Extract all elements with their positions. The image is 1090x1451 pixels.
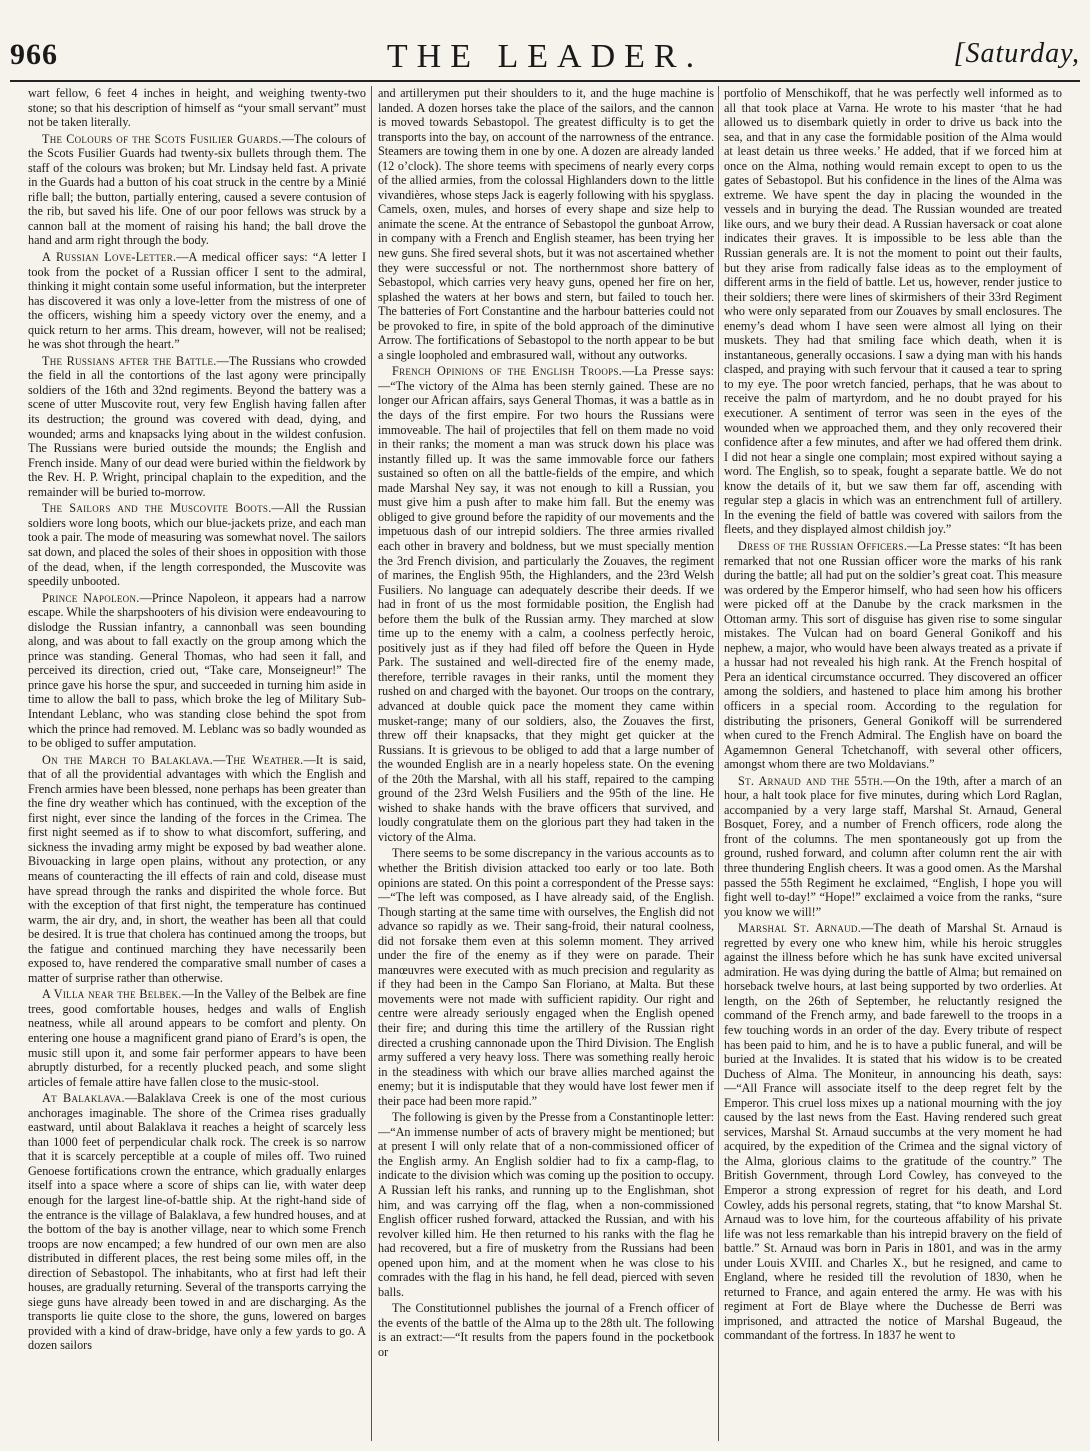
article-text: The Constitutionnel publishes the journal of a French officer of the events of the battle of the Alma up to the 28th ult. The following is an extract:—“It results from the papers found in the pocketbook or bbox=[378, 1301, 714, 1360]
article-text: portfolio of Menschikoff, that he was perfectly well informed as to all that took place at Varna. He wrote to his master ‘that he had allowed us to disembark quietly in order to drive us back into the sea, and that in any case the formidable position of the Alma would at least detain us three weeks.’ He added, that if we forced him at once on the Alma, nothing would remain except to open to us the gates of Sebastopol. But his confidence in the lines of the Alma was extreme. We have spent the day in placing the wounded in the vessels and in burying the dead. The Russian wounded are treated like ours, and we bury their dead. A Russian haversack or coat alone indicates their graves. It is impossible to be less able than the Russian generals are. It is not the moment to point out their faults, but they arise from radically false ideas as to the employment of different arms in the field of battle. Let us, however, render justice to their soldiers; there were lines of skirmishers of their 33rd Regiment who were only separated from our Zouaves by small enclosures. The enemy’s dead whom I have seen were almost all lying on their muskets. They had that smiling face which death, when it is instantaneous, generally occasions. I saw a dying man with his hands clasped, and praying with such fervour that it caused a tear to spring to my eye. The poor wretch fancied, perhaps, that he was about to receive the palm of martyrdom, and he no doubt prayed for his executioner. A sentiment of terror was seen in the eyes of the wounded when we approached them, and they only recovered their confidence after a few minutes, and after we had offered them drink. I did not hear a single one complain; most expired without saying a word. The English, so to speak, fought a separate battle. We do not know the details of it, but we saw them far off, ascending with regular step a glacis in which was an entrenchment full of artillery. In the evening the field of battle was covered with sailors from the fleets, and they displayed almost childish joy.” bbox=[724, 86, 1062, 537]
column-1 bbox=[28, 86, 366, 1441]
article-paragraph bbox=[28, 132, 366, 248]
page-number: 966 bbox=[10, 38, 58, 71]
article-text: The following is given by the Presse from a Constantinople letter:—“An immense number of acts of bravery might be mentioned; but at present I will only relate that of a non-commissioned officer of the English army. An English soldier had to fix a camp-flag, to indicate to the division which was coming up the position to occupy. A Russian left his ranks, and running up to the Englishman, shot him, and was carrying off the flag, when a non-commissioned English officer rushed forward, attacked the Russian, and with his revolver killed him. He then returned to his ranks with the flag he had recovered, but a fire of musketry from the Russians had been opened upon him, and at the moment when he was close to his comrades with the flag in his hand, he fell dead, pierced with seven balls. bbox=[378, 1110, 714, 1299]
article-text: —In the Valley of the Belbek are fine trees, good comfortable houses, hedges and walls of English neatness, while all around appears to be comfort and plenty. On entering one house a magnificent grand piano of Erard’s is open, the music still upon it, and some fair performer appears to have been abruptly disturbed, for a recently plucked peach, and some slight articles of female attire have fallen close to the music-stool. bbox=[28, 987, 366, 1089]
article-heading: A Russian Love-Letter. bbox=[42, 250, 177, 265]
article-paragraph bbox=[28, 354, 366, 499]
article-paragraph bbox=[28, 1091, 366, 1353]
article-heading: Prince Napoleon. bbox=[42, 590, 140, 605]
article-paragraph bbox=[378, 86, 714, 362]
article-text: —On the 19th, after a march of an hour, a halt took place for five minutes, during which Lord Raglan, accompanied by a very large staff, Marshal St. Arnaud, General Bosquet, Forey, and a number of French officers, rode along the front of the columns. The men spontaneously got up from the ground, rushed forward, and column after column rent the air with three thundering English cheers. It was a good omen. As the Marshal passed the 55th Regiment he exclaimed, “English, I hope you will fight well to-day!” “Hope!” exclaimed a voice from the ranks, “sure you know we will!” bbox=[724, 773, 1062, 919]
article-heading: On the March to Balaklava.—The Weather. bbox=[42, 752, 304, 767]
article-heading: A Villa near the Belbek. bbox=[42, 987, 182, 1002]
article-text: —All the Russian soldiers wore long boots, which our blue-jackets prize, and each man took a pair. The mode of measuring was somewhat novel. The sailors sat down, and placed the soles of their shoes in opposition with those of the dead, when, if the length corresponded, the Muscovite was speedily unbooted. bbox=[28, 501, 366, 589]
article-text: —Balaklava Creek is one of the most curious anchorages imaginable. The shore of the Crimea rises gradually eastward, until about Balaklava it reaches a height of scarcely less than 1000 feet of perpendicular chalk rock. The creek is so narrow that it is scarcely perceptible at a couple of miles off. Two ruined Genoese fortifications crown the entrance, which gradually enlarges itself into a space where a score of ships can lie, with water deep enough for the largest line-of-battle ship. At the right-hand side of the entrance is the village of Balaklava, a few hundred houses, and at the bottom of the bay is another village, near to which some French troops are now encamped; a few hundred of our own men are also distributed in different places, the rest being some miles off, in the direction of Sebastopol. The inhabitants, who at first had left their houses, are gradually returning. Several of the transports carrying the siege guns have already been towed in and are discharging. As the transports lie quite close to the shore, the guns, lowered on barges provided with a kind of draw-bridge, have only a few yards to go. A dozen sailors bbox=[28, 1091, 366, 1353]
article-paragraph bbox=[28, 86, 366, 130]
column-2 bbox=[378, 86, 714, 1441]
article-text: —The colours of the Scots Fusilier Guards had twenty-six bullets through them. The staff of the colours was broken; but Mr. Lindsay held fast. A private in the Guards had a button of his coat struck in the centre by a Minié rifle ball; the button, partially entering, caused a severe contusion of the rib, but saved his life. One of our poor fellows was struck by a cannon ball at the moment of raising his hand; the ball drove the hand and arm right through the body. bbox=[28, 131, 366, 248]
article-text: wart fellow, 6 feet 4 inches in height, and weighing twenty-two stone; so that his description of himself as “your small servant” must not be taken literally. bbox=[28, 86, 366, 130]
article-paragraph bbox=[378, 846, 714, 1108]
column-3 bbox=[724, 86, 1062, 1441]
header-rule bbox=[10, 80, 1080, 82]
article-paragraph bbox=[378, 1110, 714, 1299]
article-heading: St. Arnaud and the 55th. bbox=[738, 773, 884, 788]
article-text: —La Presse says:—“The victory of the Alma has been sternly gained. These are no longer our African affairs, says General Thomas, it was a battle as in the days of the first empire. For two hours the Russians were immoveable. The hail of projectiles that fell on them made no void in their ranks; the moment a man was struck down his place was instantly filled up. It was the same immovable force our fathers sustained so often on all the battle-fields of the empire, and which made Marshal Ney say, it was not enough to kill a Russian, you must give him a push after to make him fall. But the enemy was obliged to give ground before the rapidity of our movements and the impetuous dash of our intrepid soldiers. The three armies rivalled each other in bravery and boldness, but we must specially mention the 3rd French division, and particularly the Zouaves, the regiment of marines, the English 95th, the Highlanders, and the 23rd Welsh Fusiliers. No language can adequately describe their deeds. If we had in front of us the most formidable position, the English had before them the bulk of the Russian army. They marched at slow time up to the enemy with a calm, a coolness perfectly heroic, positively just as if they had filed off before the Queen in Hyde Park. The sustained and well-directed fire of the enemy made, therefore, terrible ravages in their ranks, until the moment they rushed on and charged with the bayonet. Our troops on the contrary, advanced at double quick pace the moment they came within musket-range; many of our soldiers, also, the Zouaves the first, threw off their knapsacks, that they might get quicker at the Russians. It is grievous to be obliged to add that a large number of the wounded English are in a nearly hopeless state. On the evening of the 20th the Marshal, with all his staff, repaired to the camping ground of the 23rd Welsh Fusiliers and the 95th of the line. He wished to shake hands with the brave officers that survived, and loudly congratulate them on the glorious part they had taken in the victory of the Alma. bbox=[378, 364, 714, 844]
article-heading: French Opinions of the English Troops. bbox=[392, 364, 623, 379]
article-heading: The Colours of the Scots Fusilier Guards. bbox=[42, 131, 282, 146]
article-paragraph bbox=[378, 364, 714, 844]
article-text: —The Russians who crowded the field in all the contortions of the last agony were principally soldiers of the 16th and 32nd regiments. Beyond the battery was a scene of utter Muscovite rout, very few English having fallen after its destruction; the ground was covered with dead, dying, and wounded; arms and knapsacks lying about in the wildest confusion. The Russians were buried outside the mounds; the English and French inside. Many of our dead were buried within the fieldwork by the Rev. H. P. Wright, principal chaplain to the expedition, and the remainder will be buried to-morrow. bbox=[28, 353, 366, 499]
article-text: —A medical officer says: “A letter I took from the pocket of a Russian officer I sent to the admiral, thinking it might contain some useful information, but the interpreter has discovered it was only a love-letter from the mistress of one of the officers, wishing him a speedy victory over the enemy, and a quick return to her arms. This dream, however, will not be realised; he was shot through the heart.” bbox=[28, 250, 366, 352]
article-text: —It is said, that of all the providential advantages with which the English and French armies have been blessed, none perhaps has been greater than the fine dry weather which has continued, with the exception of the first night, ever since the landing of the forces in the Crimea. The first night seemed as if to show to what discomfort, suffering, and sickness the invading army might be exposed by bad weather alone. Bivouacking in large open plains, without any protection, or any means of counteracting the ill effects of rain and cold, disease must have spread through the ranks and dispirited the whole force. But with the exception of that first night, the temperature has continued warm, the air dry, and, in short, the weather has been all that could be desired. It is true that cholera has continued among the troops, but the fatigue and continued marching they have necessarily been exposed to, have rendered the comparative small number of cases a matter of surprise rather than otherwise. bbox=[28, 752, 366, 985]
article-text: —La Presse states: “It has been remarked that not one Russian officer wore the marks of his rank during the battle; all had put on the soldier’s great coat. This measure was ordered by the Emperor himself, who had seen how his officers were picked off at the Danube by the crack marksmen in the Ottoman army. This sort of disguise has given rise to some singular mistakes. The Vulcan had on board General Gonikoff and his nephew, a major, who would have been always treated as a private if a hussar had not revealed his high rank. At the French hospital of Pera an identical circumstance occurred. They discovered an officer among the soldiers, and hastened to place him among his brother officers in a special room. According to the regulation for distributing the prisoners, General Gonikoff will be surrendered when cured to the French Admiral. The English have on board the Agamemnon General Tchetchanoff, with several other officers, amongst whom there are two Moldavians.” bbox=[724, 538, 1062, 772]
article-text: There seems to be some discrepancy in the various accounts as to whether the British division attacked too early or too late. Both opinions are stated. On this point a correspondent of the Presse says:—“The left was composed, as I have already said, of the English. Though starting at the same time with ourselves, the English did not advance so rapidly as we. Their sang-froid, their natural coolness, did not forsake them even at this solemn moment. They arrived under the fire of the enemy as if they were on parade. Their manœuvres were executed with as much precision and regularity as if they had been in the Campo San Floriano, at Malta. But these movements were not made with sufficient rapidity. Our right and centre were already seriously engaged when the English opened their fire; and during this time the artillery of the Russian right directed a crushing cannonade upon the Third Division. The English army suffered a very heavy loss. There was something really heroic in the steadiness with which our brave allies marched against the enemy; but it is indisputable that they would have lost fewer men if their pace had been more rapid.” bbox=[378, 846, 714, 1108]
article-heading: Marshal St. Arnaud. bbox=[738, 921, 862, 936]
article-paragraph bbox=[724, 774, 1062, 919]
article-paragraph bbox=[724, 539, 1062, 772]
newspaper-title: THE LEADER. bbox=[386, 38, 704, 75]
article-text: —Prince Napoleon, it appears had a narrow escape. While the sharpshooters of his division were endeavouring to dislodge the Russian infantry, a cannonball was seen bounding along, and was about to fall exactly on the group among which the prince was standing. General Thomas, who had seen it fall, and perceived its direction, cried out, “Take care, Monseigneur!” The prince gave his horse the spur, and succeeded in turning him aside in time to allow the ball to pass, which broke the leg of Military Sub-Intendant Leblanc, who was standing close behind the spot from which the prince had removed. M. Leblanc was so badly wounded as to be obliged to suffer amputation. bbox=[28, 590, 366, 751]
article-paragraph bbox=[724, 921, 1062, 1343]
article-heading: The Russians after the Battle. bbox=[42, 353, 217, 368]
article-heading: The Sailors and the Muscovite Boots. bbox=[42, 501, 272, 516]
article-text: and artillerymen put their shoulders to it, and the huge machine is landed. A dozen horses take the place of the sailors, and the cannon is moved towards Sebastopol. The greatest difficulty is to get the transports into the bay, on account of the narrowness of the entrance. Steamers are towing them in one by one. A dozen are already landed (12 o’clock). The shore teems with specimens of nearly every corps of the allied armies, from the colossal Highlanders down to the little vivandières, whose steps Jack is eagerly following with his spyglass. Camels, oxen, mules, and horses of every shape and size help to animate the scene. At the entrance of Sebastopol the gunboat Arrow, in company with a French and English steamer, has been trying her new guns. She fired several shots, but it was not ascertained whether they were successful or not. The northernmost shore battery of Sebastopol, which carries very heavy guns, opened her fire on her, splashed the waters at her bows and stern, but failed to touch her. The batteries of Fort Constantine and the harbour batteries could not be provoked to fire, in spite of the bold approach of the diminutive Arrow. The fortifications of Sebastopol to the north appear to be but a single loopholed and embrasured wall, without any outworks. bbox=[378, 86, 714, 362]
article-paragraph bbox=[28, 501, 366, 588]
article-paragraph bbox=[28, 250, 366, 352]
article-heading: At Balaklava. bbox=[42, 1091, 125, 1106]
article-paragraph bbox=[28, 591, 366, 751]
masthead bbox=[10, 38, 1080, 82]
column-divider bbox=[718, 86, 719, 1441]
article-heading: Dress of the Russian Officers. bbox=[738, 538, 908, 553]
article-text: —The death of Marshal St. Arnaud is regretted by every one who knew him, while his heroic struggles against the illness before which he has sunk have excited universal admiration. He was dying during the battle of Alma; but remained on horseback twelve hours, at last being supported by two orderlies. At length, on the 26th of September, he reluctantly resigned the command of the French army, and bade farewell to the troops in a few touching words in an order of the day. Every tribute of respect has been paid to him, and he is to have a public funeral, and will be buried at the Invalides. It is stated that his widow is to be created Duchess of Alma. The Moniteur, in announcing his death, says:—“All France will associate itself to the deep regret felt by the Emperor. This cruel loss mixes up a national mourning with the joy caused by the last news from the East. Having rendered such great services, Marshal St. Arnaud succumbs at the very moment he had acquired, by the expedition of the Crimea and the signal victory of the Alma, glorious claims to the gratitude of the country.” The British Government, through Lord Cowley, has conveyed to the Emperor a strong expression of regret for his death, and Lord Cowley, adds his personal regrets, stating, that “to know Marshal St. Arnaud was to love him, for the courteous affability of his private life was not less remarkable than his intrepid bravery on the field of battle.” St. Arnaud was born in Paris in 1801, and was in the army under Louis XVIII. and Charles X., but he resigned, and came to England, where he resided till the revolution of 1830, when he returned to France, and again entered the army. He was with his regiment at Fort de Blaye where the Duchesse de Berri was imprisoned, and attracted the notice of Marshal Bugeaud, the commandant of the fortress. In 1837 he went to bbox=[724, 921, 1062, 1343]
dateline: [Saturday, bbox=[953, 38, 1080, 69]
article-paragraph bbox=[28, 987, 366, 1089]
article-paragraph bbox=[724, 86, 1062, 537]
article-paragraph bbox=[378, 1301, 714, 1359]
article-paragraph bbox=[28, 753, 366, 986]
column-divider bbox=[371, 86, 372, 1441]
